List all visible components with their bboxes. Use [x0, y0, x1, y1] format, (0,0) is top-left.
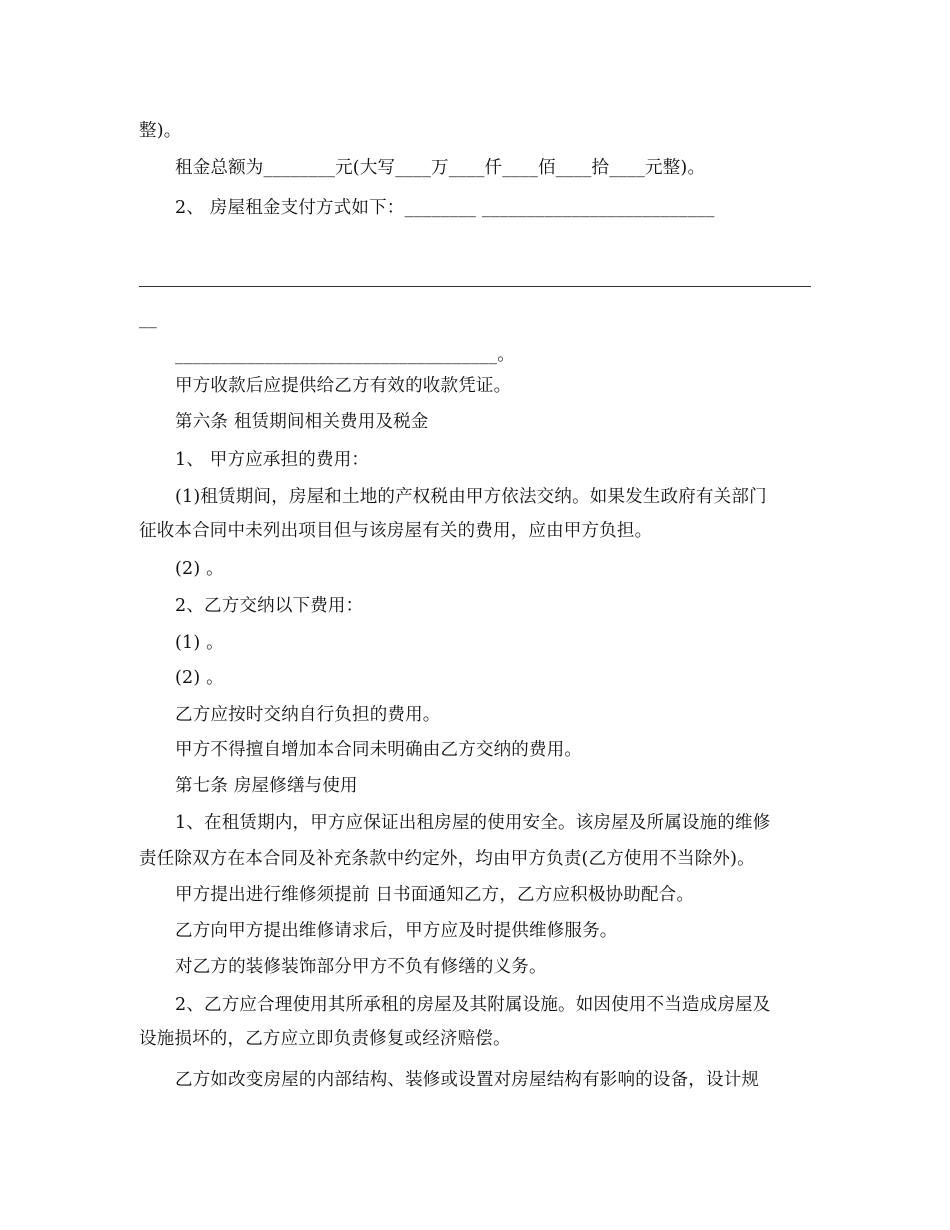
line-blank-end: ____________________________________。 — [175, 345, 515, 365]
line-receipt: 甲方收款后应提供给乙方有效的收款凭证。 — [175, 376, 512, 396]
blank-fill-line — [139, 286, 811, 287]
line-pay-on-time: 乙方应按时交纳自行负担的费用。 — [175, 705, 441, 725]
line-payment-method: 2、 房屋租金支付方式如下：________ __________________________ — [175, 198, 715, 218]
line-party-a-fees: 1、 甲方应承担的费用： — [175, 450, 370, 470]
line-6-1-1-b: 征收本合同中未列出项目但与该房屋有关的费用，应由甲方负担。 — [139, 521, 653, 541]
line-6-1-1-a: (1)租赁期间，房屋和土地的产权税由甲方依法交纳。如果发生政府有关部门 — [175, 487, 767, 507]
line-no-extra-fees: 甲方不得擅自增加本合同未明确由乙方交纳的费用。 — [175, 740, 583, 760]
line-6-2-2: (2) 。 — [175, 668, 224, 688]
line-rent-total: 租金总额为________元(大写____万____仟____佰____拾____元整)。 — [175, 158, 706, 178]
line-blank-continuation: __ — [139, 309, 157, 329]
line-7-2-b: 设施损坏的，乙方应立即负责修复或经济赔偿。 — [139, 1029, 511, 1049]
line-repair-notice: 甲方提出进行维修须提前 日书面通知乙方，乙方应积极协助配合。 — [175, 885, 695, 905]
line-article-7-heading: 第七条 房屋修缮与使用 — [175, 776, 358, 796]
line-6-2-1: (1) 。 — [175, 633, 224, 653]
line-party-b-fees: 2、乙方交纳以下费用： — [175, 596, 364, 616]
line-repair-request: 乙方向甲方提出维修请求后，甲方应及时提供维修服务。 — [175, 921, 618, 941]
line-zheng: 整)。 — [139, 121, 182, 141]
line-7-1-b: 责任除双方在本合同及补充条款中约定外，均由甲方负责(乙方使用不当除外)。 — [139, 849, 755, 869]
line-7-2-a: 2、乙方应合理使用其所承租的房屋及其附属设施。如因使用不当造成房屋及 — [175, 995, 771, 1015]
line-7-1-a: 1、在租赁期内，甲方应保证出租房屋的使用安全。该房屋及所属设施的维修 — [175, 813, 771, 833]
line-article-6-heading: 第六条 租赁期间相关费用及税金 — [175, 412, 429, 432]
line-6-1-2: (2) 。 — [175, 559, 224, 579]
line-decoration: 对乙方的装修装饰部分甲方不负有修缮的义务。 — [175, 957, 547, 977]
line-structure-change: 乙方如改变房屋的内部结构、装修或设置对房屋结构有影响的设备，设计规 — [175, 1070, 760, 1090]
